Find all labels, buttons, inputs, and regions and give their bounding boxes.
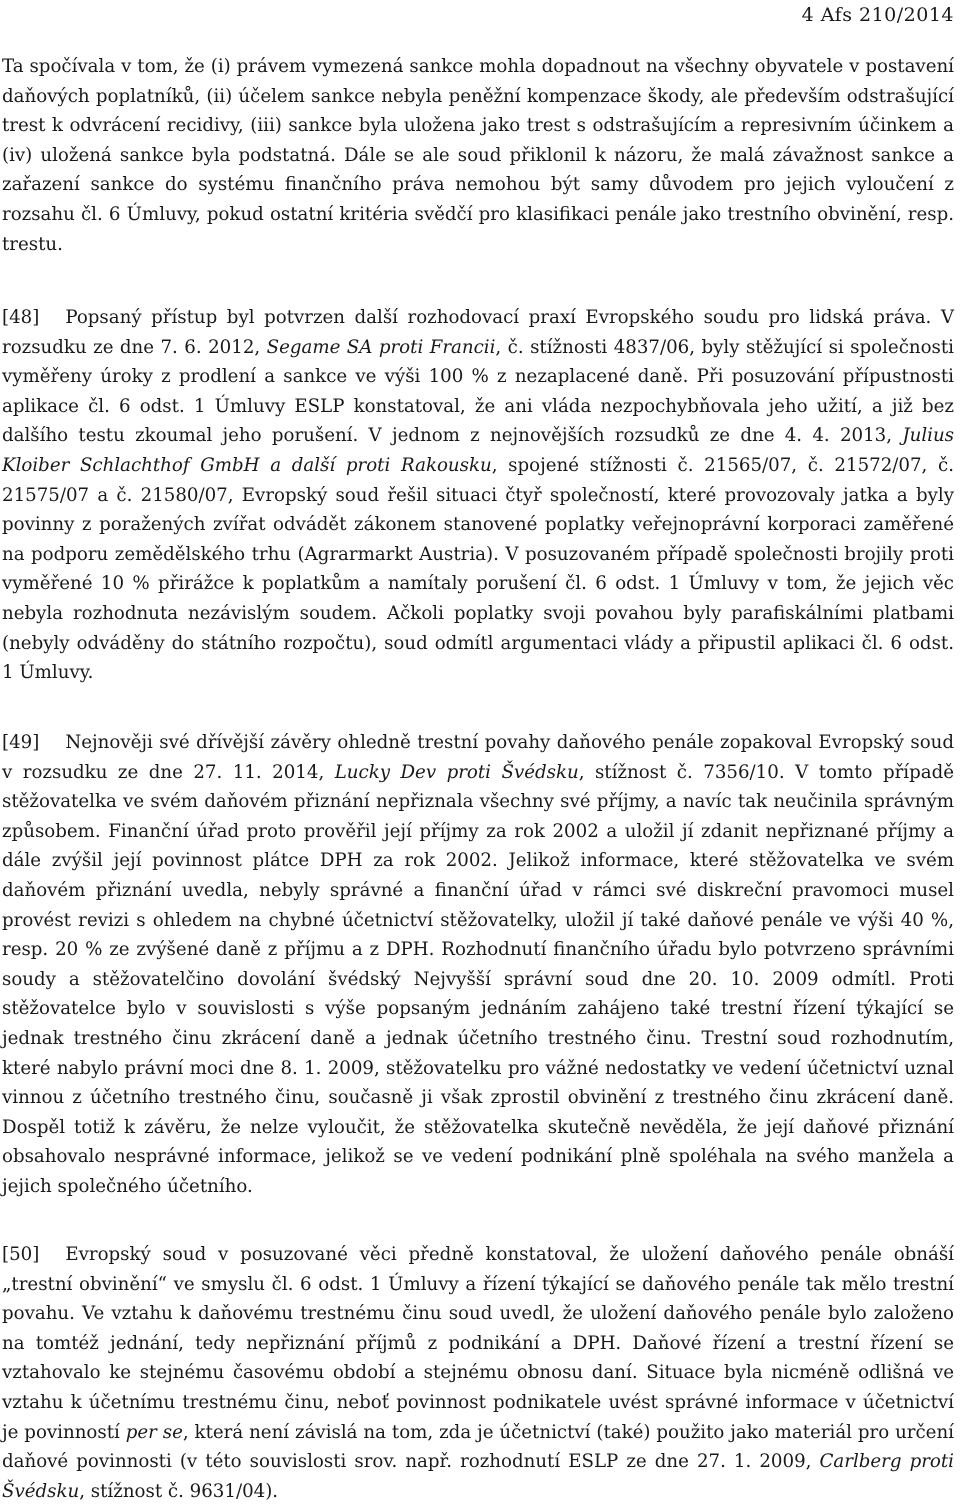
case-name: Segame SA proti Francii	[266, 336, 496, 358]
paragraph-text: Popsaný přístup byl potvrzen další rozhodovací praxí Evropského soudu pro lidská práva. V rozsudku ze dne 7. 6. 2012,	[2, 307, 954, 358]
case-name: Julius Kloiber Schlachthof GmbH a další proti Rakousku	[2, 425, 954, 476]
paragraph-49	[2, 728, 954, 1202]
paragraph-text: , stížnost č. 7356/10. V tomto případě stěžovatelka ve svém daňovém přiznání nepřiznala všechny své příjmy, a navíc tak neučinila správným způsobem. Finanční úřad proto prověřil její příjmy za rok 2002 a uložil jí zdanit nepřiznané příjmy a dále zvýšil její povinnost plátce DPH za rok 2002. Jelikož informace, které stěžovatelka ve svém daňovém přiznání uvedla, nebyly správné a finanční úřad v rámci své diskreční pravomoci musel provést revizi s ohledem na chybné účetnictví stěžovatelky, uložil jí také daňové penále ve výši 40 %, resp. 20 % ze zvýšené daně z příjmu a z DPH. Rozhodnutí finančního úřadu bylo potvrzeno správními soudy a stěžovatelčino dovolání švédský Nejvyšší správní soud dne 20. 10. 2009 odmítl. Proti stěžovatelce bylo v souvislosti s výše popsaným jednáním zahájeno také trestní řízení týkající se jednak trestného činu zkrácení daně a jednak účetního trestného činu. Trestní soud rozhodnutím, které nabylo právní moci dne 8. 1. 2009, stěžovatelku pro vážné nedostatky ve vedení účetnictví uznal vinnou z účetního trestného činu, současně ji však zprostil obvinění z trestného činu zkrácení daně. Dospěl totiž k závěru, že nelze vyloučit, že stěžovatelka skutečně nevěděla, že její daňové přiznání obsahovalo nesprávné informace, jelikož se ve vedení podnikání plně spoléhala na svého manžela a jejich společného účetního.	[2, 761, 954, 1197]
paragraph-48	[2, 303, 954, 688]
case-name: Carlberg proti Švédsku	[2, 1451, 954, 1502]
paragraph-number: [48]	[2, 307, 40, 328]
paragraph-text: , stížnost č. 9631/04).	[79, 1480, 279, 1502]
paragraph-continuation	[2, 52, 954, 259]
paragraph-number: [49]	[2, 732, 40, 753]
paragraph-text: Nejnověji své dřívější závěry ohledně trestní povahy daňového penále zopakoval Evropský soud v rozsudku ze dne 27. 11. 2014,	[2, 732, 954, 783]
paragraph-text: , která není závislá na tom, zda je účetnictví (také) použito jako materiál pro určení daňové povinnosti (v této souvislosti srov. např. rozhodnutí ESLP ze dne 27. 1. 2009,	[2, 1421, 954, 1473]
paragraph-text: Ta spočívala v tom, že (i) právem vymezená sankce mohla dopadnout na všechny obyvatele v postavení daňových poplatníků, (ii) účelem sankce nebyla peněžní kompenzace škody, ale především odstrašující trest k odvrácení recidivy, (iii) sankce byla uložena jako trest s odstrašujícím a represivním účinkem a (iv) uložená sankce byla podstatná. Dále se ale soud přiklonil k názoru, že malá závažnost sankce a zařazení sankce do systému finančního práva nemohou být samy důvodem pro jejich vyloučení z rozsahu čl. 6 Úmluvy, pokud ostatní kritéria svědčí pro klasifikaci penále jako trestního obvinění, resp. trestu.	[2, 56, 954, 255]
case-name: Lucky Dev proti Švédsku	[334, 761, 579, 783]
paragraph-text: Evropský soud v posuzované věci předně konstatoval, že uložení daňového penále obnáší „trestní obvinění“ ve smyslu čl. 6 odst. 1 Úmluvy a řízení týkající se daňového penále tak mělo trestní povahu. Ve vztahu k daňovému trestnému činu soud uvedl, že uložení daňového penále bylo založeno na tomtéž jednání, tedy nepřiznání příjmů z podnikání a DPH. Daňové řízení a trestní řízení se vztahovalo ke stejnému časovému období a stejnému obnosu daní. Situace byla nicméně odlišná ve vztahu k účetnímu trestnému činu, neboť povinnost podnikatele uvést správné informace v účetnictví je povinností	[2, 1244, 954, 1443]
latin-term: per se	[125, 1421, 183, 1443]
paragraph-text: , spojené stížnosti č. 21565/07, č. 21572/07, č. 21575/07 a č. 21580/07, Evropský soud řešil situaci čtyř společností, které provozovaly jatka a byly povinny z poražených zvířat odvádět zákonem stanovené poplatky veřejnoprávní korporaci zaměřené na podporu zemědělského trhu (Agrarmarkt Austria). V posuzovaném případě společnosti brojily proti vyměřené 10 % přirážce k poplatkům a namítaly porušení čl. 6 odst. 1 Úmluvy v tom, že jejich věc nebyla rozhodnuta nezávislým soudem. Ačkoli poplatky svoji povahou byly parafiskálními platbami (nebyly odváděny do státního rozpočtu), soud odmítl argumentaci vlády a připustil aplikaci čl. 6 odst. 1 Úmluvy.	[2, 454, 954, 684]
paragraph-50	[2, 1240, 954, 1506]
paragraph-number: [50]	[2, 1244, 40, 1265]
paragraph-text: , č. stížnosti 4837/06, byly stěžující si společnosti vyměřeny úroky z prodlení a sankce ve výši 100 % z nezaplacené daně. Při posuzování přípustnosti aplikace čl. 6 odst. 1 Úmluvy ESLP konstatoval, že ani vláda nezpochybňovala jeho užití, a již bez dalšího testu zkoumal jeho porušení. V jednom z nejnovějších rozsudků ze dne 4. 4. 2013,	[2, 336, 954, 447]
case-reference: 4 Afs 210/2014	[801, 4, 954, 26]
